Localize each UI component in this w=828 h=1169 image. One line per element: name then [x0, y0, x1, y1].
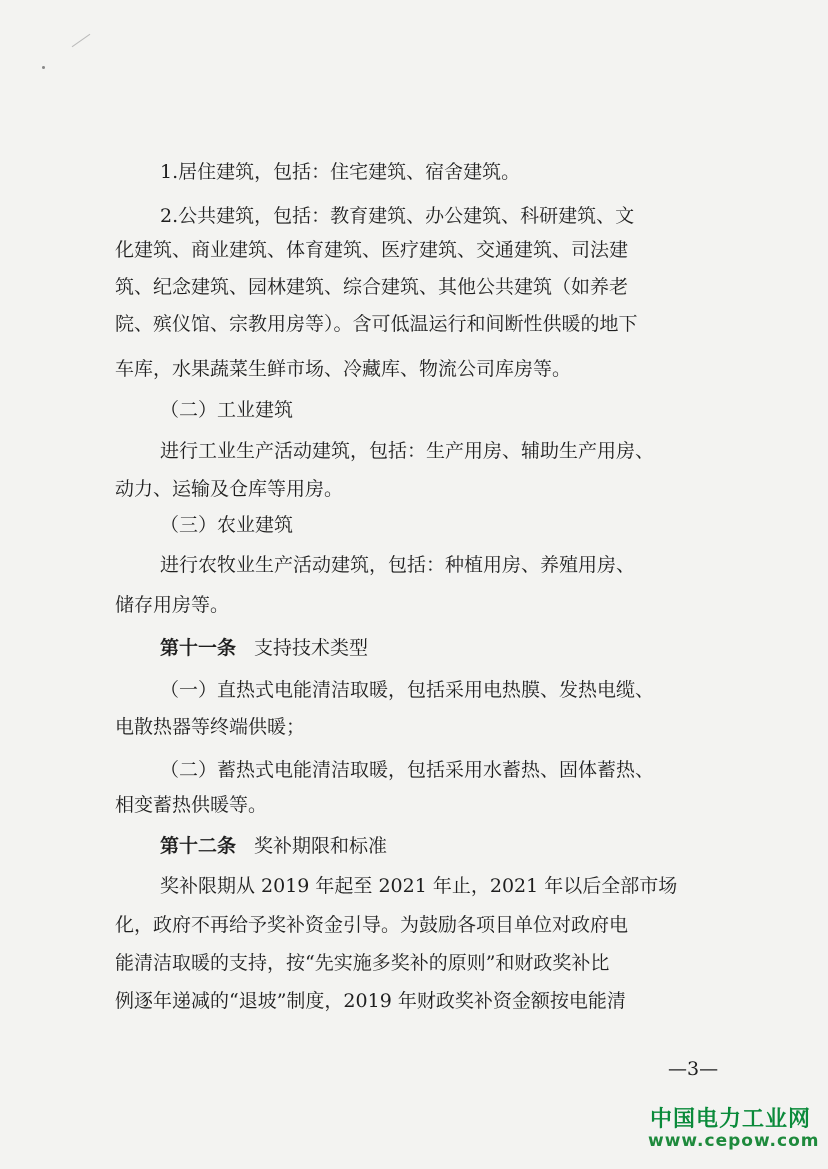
page-number: —3— [668, 1058, 719, 1080]
section-heading: （三）农业建筑 [160, 514, 294, 536]
article-number: 第十二条 [160, 835, 237, 857]
article-title: 奖补期限和标准 [254, 835, 388, 857]
article-number: 第十一条 [160, 637, 237, 659]
body-line: 动力、运输及仓库等用房。 [115, 478, 344, 500]
body-line: （一）直热式电能清洁取暖，包括采用电热膜、发热电缆、 [160, 679, 655, 701]
body-line: 相变蓄热供暖等。 [115, 794, 268, 816]
watermark-site-url: www.cepow.com [648, 1131, 820, 1151]
body-line: 1.居住建筑，包括：住宅建筑、宿舍建筑。 [160, 161, 521, 183]
article-title: 支持技术类型 [254, 637, 369, 659]
article-heading-12 [160, 834, 828, 858]
body-line: 进行工业生产活动建筑，包括：生产用房、辅助生产用房、 [160, 440, 655, 462]
body-line: （二）蓄热式电能清洁取暖，包括采用水蓄热、固体蓄热、 [160, 759, 655, 781]
body-line: 电散热器等终端供暖； [115, 716, 306, 738]
body-line: 储存用房等。 [115, 594, 230, 616]
body-line: 化，政府不再给予奖补资金引导。为鼓励各项目单位对政府电 [115, 914, 629, 936]
body-line: 2.公共建筑，包括：教育建筑、办公建筑、科研建筑、文 [160, 205, 635, 227]
body-line: 能清洁取暖的支持，按“先实施多奖补的原则”和财政奖补比 [115, 952, 610, 974]
section-heading: （二）工业建筑 [160, 399, 294, 421]
body-line: 例逐年递减的“退坡”制度，2019 年财政奖补资金额按电能清 [115, 990, 626, 1012]
body-line: 奖补限期从 2019 年起至 2021 年止，2021 年以后全部市场 [160, 875, 678, 897]
body-line: 进行农牧业生产活动建筑，包括：种植用房、养殖用房、 [160, 554, 636, 576]
watermark-site-name: 中国电力工业网 [650, 1107, 812, 1132]
body-line: 院、殡仪馆、宗教用房等）。含可低温运行和间断性供暖的地下 [115, 313, 638, 335]
scan-speck [42, 66, 45, 69]
scan-mark [72, 34, 91, 47]
body-line: 车库，水果蔬菜生鲜市场、冷藏库、物流公司库房等。 [115, 358, 572, 380]
article-heading-11 [160, 636, 828, 660]
body-line: 筑、纪念建筑、园林建筑、综合建筑、其他公共建筑（如养老 [115, 276, 629, 298]
body-line: 化建筑、商业建筑、体育建筑、医疗建筑、交通建筑、司法建 [115, 239, 629, 261]
